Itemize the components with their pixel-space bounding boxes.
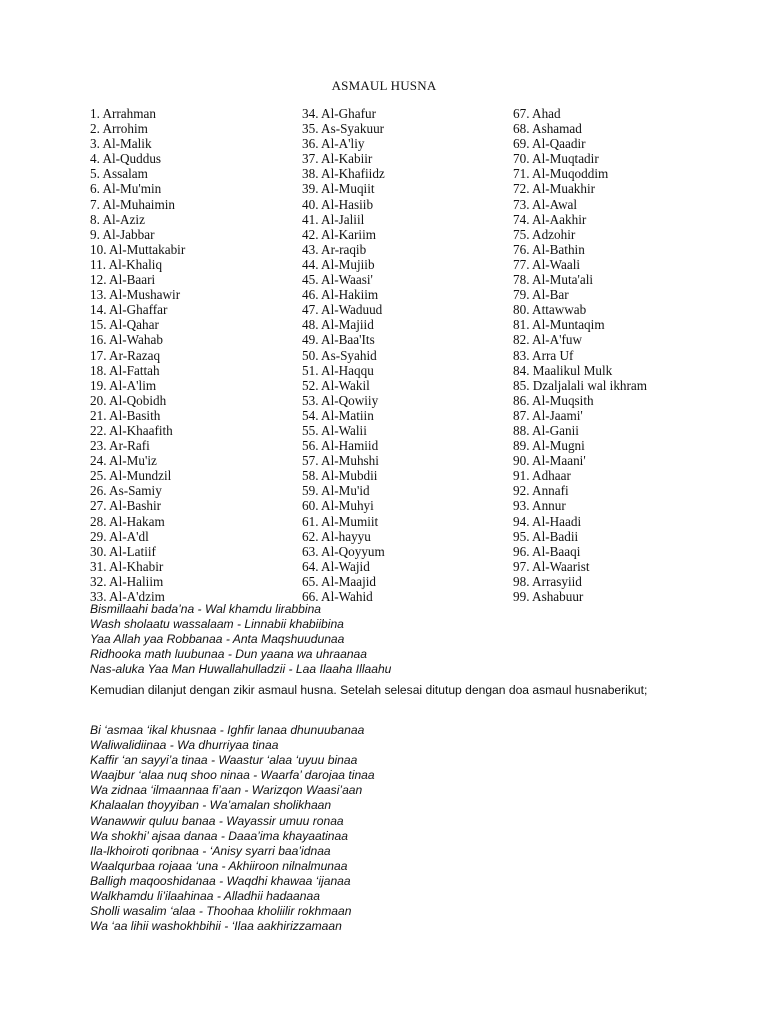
name-list-item: 70. Al-Muqtadir: [513, 151, 599, 167]
name-list-item: 44. Al-Mujiib: [302, 256, 375, 272]
name-list-item: 16. Al-Wahab: [90, 332, 163, 348]
name-list-item: 33. Al-A'dzim: [90, 589, 165, 604]
name-list-item: 11. Al-Khaliq: [90, 256, 163, 272]
name-list-item: 91. Adhaar: [513, 468, 571, 484]
name-list-item: 25. Al-Mundzil: [90, 468, 172, 484]
doa-verse-line: Waalqurbaa rojaaa ‘una - Akhiiroon nilnalmunaa: [90, 858, 348, 873]
names-column-2: [302, 106, 385, 604]
name-list-item: 27. Al-Bashir: [90, 498, 162, 514]
name-list-item: 60. Al-Muhyi: [302, 498, 374, 514]
name-list-item: 14. Al-Ghaffar: [90, 302, 168, 318]
name-list-item: 19. Al-A'lim: [90, 377, 157, 393]
name-list-item: 31. Al-Khabir: [90, 558, 164, 574]
name-list-item: 20. Al-Qobidh: [90, 392, 167, 408]
name-list-item: 24. Al-Mu'iz: [90, 453, 157, 469]
name-list-item: 81. Al-Muntaqim: [513, 317, 605, 333]
name-list-item: 92. Annafi: [513, 483, 569, 499]
name-list-item: 48. Al-Majiid: [302, 317, 374, 333]
name-list-item: 94. Al-Haadi: [513, 513, 582, 529]
closing-verse-line: Yaa Allah yaa Robbanaa - Anta Maqshuudunaa: [90, 632, 345, 647]
name-list-item: 80. Attawwab: [513, 302, 587, 318]
name-list-item: 58. Al-Mubdii: [302, 468, 378, 484]
closing-verse-line: Ridhooka math luubunaa - Dun yaana wa uhraanaa: [90, 647, 368, 662]
name-list-item: 85. Dzaljalali wal ikhram: [513, 377, 648, 393]
name-list-item: 82. Al-A'fuw: [513, 332, 583, 348]
name-list-item: 76. Al-Bathin: [513, 241, 585, 257]
name-list-item: 74. Al-Aakhir: [513, 211, 587, 227]
name-list-item: 2. Arrohim: [90, 121, 148, 137]
name-list-item: 42. Al-Kariim: [302, 226, 376, 242]
name-list-item: 32. Al-Haliim: [90, 573, 164, 589]
closing-verse-line: Wash sholaatu wassalaam - Linnabii khabiibina: [90, 617, 344, 632]
name-list-item: 1. Arrahman: [90, 106, 156, 121]
doa-verse-line: Kaffir ‘an sayyi’a tinaa - Waastur ‘alaa ‘uyuu binaa: [90, 753, 358, 768]
doa-verse-line: Wanawwir quluu banaa - Wayassir umuu ronaa: [90, 813, 344, 828]
name-list-item: 64. Al-Wajid: [302, 558, 370, 574]
name-list-item: 51. Al-Haqqu: [302, 362, 374, 378]
name-list-item: 84. Maalikul Mulk: [513, 362, 613, 378]
name-list-item: 63. Al-Qoyyum: [302, 543, 385, 559]
names-column-1: [90, 106, 185, 604]
name-list-item: 61. Al-Mumiit: [302, 513, 379, 529]
name-list-item: 77. Al-Waali: [513, 256, 581, 272]
name-list-item: 78. Al-Muta'ali: [513, 272, 594, 288]
closing-verses: [90, 602, 391, 677]
name-list-item: 93. Annur: [513, 498, 566, 514]
name-list-item: 38. Al-Khafiidz: [302, 166, 385, 182]
page-title: ASMAUL HUSNA: [331, 78, 437, 93]
name-list-item: 36. Al-A'liy: [302, 136, 365, 152]
name-list-item: 41. Al-Jaliil: [302, 211, 365, 227]
doa-verse-line: Wa ‘aa lihii washokhbihii - ‘Ilaa aakhirizzamaan: [90, 919, 342, 934]
name-list-item: 52. Al-Wakil: [302, 377, 370, 393]
name-list-item: 98. Arrasyiid: [513, 573, 582, 589]
name-list-item: 68. Ashamad: [513, 121, 582, 137]
name-list-item: 95. Al-Badii: [513, 528, 579, 544]
names-column-3: [513, 106, 647, 604]
closing-verse-line: Nas-aluka Yaa Man Huwallahulladzii - Laa Ilaaha Illaahu: [90, 662, 392, 677]
name-list-item: 40. Al-Hasiib: [302, 196, 374, 212]
name-list-item: 7. Al-Muhaimin: [90, 196, 175, 212]
name-list-item: 86. Al-Muqsith: [513, 392, 594, 408]
name-list-item: 10. Al-Muttakabir: [90, 241, 186, 257]
name-list-item: 55. Al-Walii: [302, 422, 367, 438]
name-list-item: 99. Ashabuur: [513, 589, 584, 604]
doa-verse-line: Ila-lkhoiroti qoribnaa - ‘Anisy syarri baa’idnaa: [90, 843, 331, 858]
doa-verse-line: Walkhamdu li’ilaahinaa - Alladhii hadaanaa: [90, 889, 320, 904]
name-list-item: 88. Al-Ganii: [513, 422, 579, 438]
name-list-item: 67. Ahad: [513, 106, 561, 121]
name-list-item: 18. Al-Fattah: [90, 362, 160, 378]
name-list-item: 35. As-Syakuur: [302, 121, 385, 137]
name-list-item: 21. Al-Basith: [90, 407, 161, 423]
doa-verse-line: Bi ‘asmaa ‘ikal khusnaa - Ighfir lanaa dhunuubanaa: [90, 723, 365, 737]
name-list-item: 34. Al-Ghafur: [302, 106, 376, 121]
name-list-item: 30. Al-Latiif: [90, 543, 156, 559]
doa-verse-line: Sholli wasalim ‘alaa - Thoohaa kholiilir rokhmaan: [90, 904, 352, 919]
name-list-item: 39. Al-Muqiit: [302, 181, 375, 197]
name-list-item: 87. Al-Jaami': [513, 407, 583, 423]
name-list-item: 53. Al-Qowiiy: [302, 392, 379, 408]
name-list-item: 37. Al-Kabiir: [302, 151, 373, 167]
name-list-item: 28. Al-Hakam: [90, 513, 165, 529]
name-list-item: 29. Al-A'dl: [90, 528, 149, 544]
doa-verse-line: Wa shokhi’ ajsaa danaa - Daaa’ima khayaatinaa: [90, 828, 348, 843]
name-list-item: 71. Al-Muqoddim: [513, 166, 609, 182]
name-list-item: 8. Al-Aziz: [90, 211, 145, 227]
name-list-item: 43. Ar-raqib: [302, 241, 367, 257]
name-list-item: 69. Al-Qaadir: [513, 136, 586, 152]
name-list-item: 54. Al-Matiin: [302, 407, 374, 423]
name-list-item: 73. Al-Awal: [513, 196, 577, 212]
name-list-item: 75. Adzohir: [513, 226, 576, 242]
name-list-item: 17. Ar-Razaq: [90, 347, 161, 363]
name-list-item: 3. Al-Malik: [90, 136, 152, 152]
doa-verse-line: Waliwalidiinaa - Wa dhurriyaa tinaa: [90, 738, 279, 753]
name-list-item: 26. As-Samiy: [90, 483, 162, 499]
name-list-item: 46. Al-Hakiim: [302, 287, 379, 303]
name-list-item: 5. Assalam: [90, 166, 148, 182]
closing-verse-line: Bismillaahi bada’na - Wal khamdu lirabbina: [90, 602, 322, 616]
name-list-item: 49. Al-Baa'Its: [302, 332, 375, 348]
name-list-item: 96. Al-Baaqi: [513, 543, 581, 559]
name-list-item: 66. Al-Wahid: [302, 589, 373, 604]
name-list-item: 45. Al-Waasi': [302, 272, 373, 288]
name-list-item: 56. Al-Hamiid: [302, 438, 379, 454]
name-list-item: 13. Al-Mushawir: [90, 287, 181, 303]
name-list-item: 47. Al-Waduud: [302, 302, 383, 318]
name-list-item: 22. Al-Khaafith: [90, 422, 173, 438]
name-list-item: 83. Arra Uf: [513, 347, 574, 363]
doa-verse-line: Balligh maqooshidanaa - Waqdhi khawaa ‘ijanaa: [90, 873, 351, 888]
doa-verse-line: Khalaalan thoyyiban - Wa’amalan sholikhaan: [90, 798, 332, 813]
name-list-item: 9. Al-Jabbar: [90, 226, 155, 242]
name-list-item: 57. Al-Muhshi: [302, 453, 379, 469]
name-list-item: 6. Al-Mu'min: [90, 181, 162, 197]
name-list-item: 89. Al-Mugni: [513, 438, 585, 454]
name-list-item: 72. Al-Muakhir: [513, 181, 596, 197]
name-list-item: 65. Al-Maajid: [302, 573, 376, 589]
name-list-item: 4. Al-Quddus: [90, 151, 162, 167]
name-list-item: 23. Ar-Rafi: [90, 438, 150, 454]
name-list-item: 79. Al-Bar: [513, 287, 569, 303]
doa-verse-line: Waajbur ‘alaa nuq shoo ninaa - Waarfa’ darojaa tinaa: [90, 768, 375, 783]
name-list-item: 62. Al-hayyu: [302, 528, 371, 544]
name-list-item: 12. Al-Baari: [90, 272, 156, 288]
name-list-item: 59. Al-Mu'id: [302, 483, 370, 499]
name-list-item: 97. Al-Waarist: [513, 558, 590, 574]
doa-verses: [90, 723, 375, 934]
name-list-item: 90. Al-Maani': [513, 453, 586, 469]
name-list-item: 50. As-Syahid: [302, 347, 377, 363]
name-list-item: 15. Al-Qahar: [90, 317, 159, 333]
doa-verse-line: Wa zidnaa ‘ilmaannaa fi’aan - Warizqon Waasi’aan: [90, 783, 363, 798]
intro-paragraph: Kemudian dilanjut dengan zikir asmaul husna. Setelah selesai ditutup dengan doa asmaul husnaberikut;: [90, 683, 648, 697]
